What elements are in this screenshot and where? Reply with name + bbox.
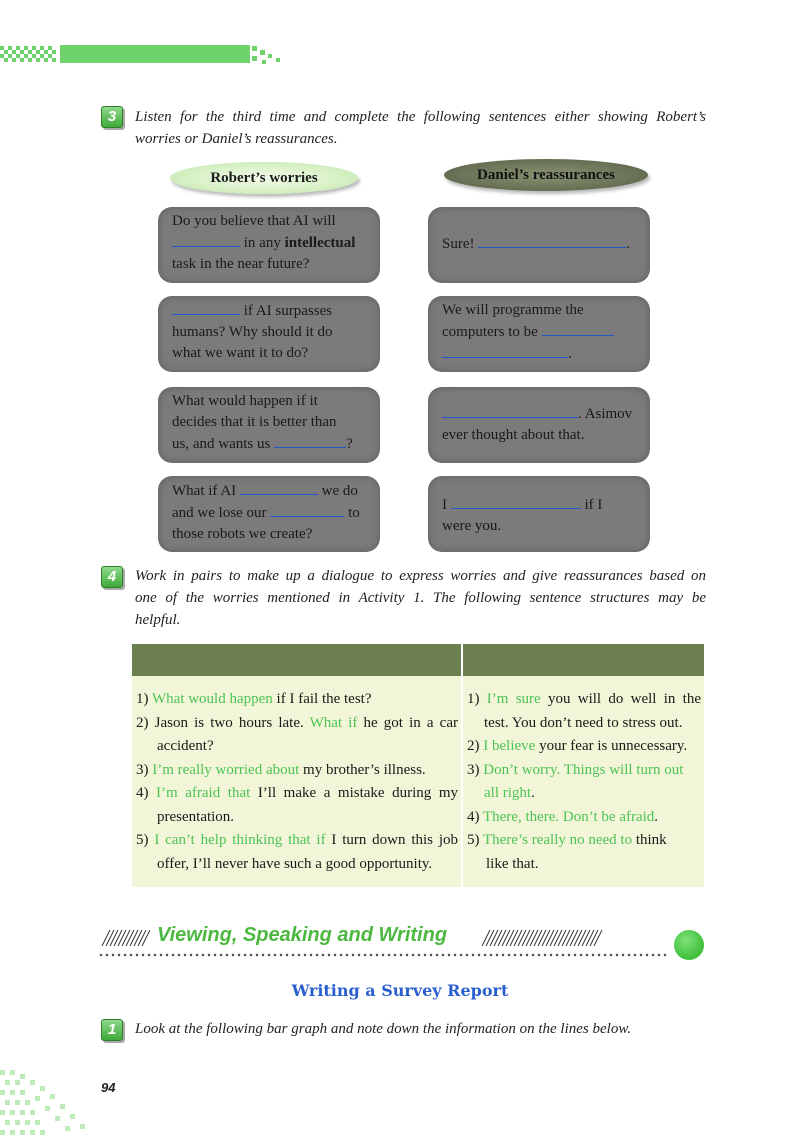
table-row: test. You don’t need to stress out. bbox=[484, 714, 683, 731]
activity-4-instruction bbox=[135, 565, 706, 631]
table-row: presentation. bbox=[157, 808, 235, 825]
card-line: those robots we create? bbox=[172, 526, 313, 542]
table-row: all right. bbox=[484, 785, 535, 801]
answer-blank[interactable] bbox=[172, 232, 240, 247]
right-hatch-decoration bbox=[480, 930, 605, 946]
answer-blank[interactable] bbox=[442, 343, 568, 358]
page-number: 94 bbox=[101, 1080, 116, 1095]
table-row: 3) Don’t worry. Things will turn out bbox=[467, 761, 684, 778]
activity-3-instruction bbox=[135, 106, 706, 150]
card-line: computers to be bbox=[442, 324, 542, 340]
card-line: if AI surpasses bbox=[240, 303, 333, 319]
daniel-reassurance-card-3 bbox=[428, 387, 650, 463]
answer-blank[interactable] bbox=[478, 233, 626, 248]
activity-1-instruction: Look at the following bar graph and note down the information on the lines below. bbox=[135, 1021, 631, 1037]
activity-3-instruction-line1: Listen for the third time and complete the following sentences either showing Robert’s bbox=[135, 109, 706, 125]
card-line: decides that it is better than bbox=[172, 414, 337, 430]
table-row: 4) I’m afraid that I’ll make a mistake during my bbox=[136, 785, 458, 801]
bold-word: intellectual bbox=[284, 235, 356, 251]
activity-3-instruction-line2: worries or Daniel’s reassurances. bbox=[135, 131, 338, 147]
answer-blank[interactable] bbox=[274, 433, 346, 448]
answer-blank[interactable] bbox=[451, 494, 581, 509]
table-column-divider bbox=[461, 644, 463, 887]
card-line: if I bbox=[580, 497, 603, 513]
sentence-structures-table bbox=[132, 644, 704, 887]
activity-1-number: 1 bbox=[101, 1019, 123, 1041]
card-line: Do you believe that AI will bbox=[172, 213, 336, 229]
answer-blank[interactable] bbox=[172, 300, 240, 315]
activity-4-instruction-line3: helpful. bbox=[135, 612, 181, 628]
daniel-reassurance-card-4 bbox=[428, 476, 650, 552]
card-line: us, and wants us bbox=[172, 436, 275, 452]
green-circle-decoration bbox=[674, 930, 704, 960]
table-row: offer, I’ll never have such a good opportunity. bbox=[157, 855, 433, 872]
table-row: 5) I can’t help thinking that if I turn down this job bbox=[136, 832, 458, 848]
reassurances-column bbox=[467, 688, 701, 876]
activity-4-number: 4 bbox=[101, 566, 123, 588]
daniel-reassurance-card-1 bbox=[428, 207, 650, 283]
robert-worry-card-3 bbox=[158, 387, 380, 463]
card-line: in any bbox=[240, 235, 285, 251]
card-line: ? bbox=[346, 436, 353, 452]
robert-worries-header: Robert’s worries bbox=[170, 162, 358, 194]
left-hatch-decoration bbox=[100, 930, 150, 946]
card-line: We will programme the bbox=[442, 302, 584, 318]
section-heading bbox=[100, 924, 620, 952]
daniel-reassurance-card-2 bbox=[428, 296, 650, 372]
card-line: were you. bbox=[442, 518, 502, 534]
answer-blank[interactable] bbox=[270, 502, 344, 517]
card-line: and we lose our bbox=[172, 505, 271, 521]
table-row: 1) What would happen if I fail the test? bbox=[136, 691, 372, 707]
robert-worry-card-1 bbox=[158, 207, 380, 283]
card-line: . bbox=[626, 236, 630, 252]
table-row: 1) I’m sure you will do well in the bbox=[467, 691, 701, 707]
activity-4-instruction-line1: Work in pairs to make up a dialogue to express worries and give reassurances based on bbox=[135, 568, 706, 584]
card-line: . bbox=[568, 346, 572, 362]
section-title: Viewing, Speaking and Writing bbox=[157, 924, 448, 946]
table-row: 3) I’m really worried about my brother’s illness. bbox=[136, 761, 426, 778]
card-line: . Asimov bbox=[578, 406, 633, 422]
section-dotted-divider bbox=[98, 953, 668, 957]
activity-4-instruction-line2: one of the worries mentioned in Activity 1. The following sentence structures may be bbox=[135, 590, 706, 606]
card-line: what we want it to do? bbox=[172, 345, 309, 361]
subsection-title: Writing a Survey Report bbox=[291, 981, 509, 1000]
card-line: What would happen if it bbox=[172, 393, 318, 409]
footer-pixel-decoration bbox=[0, 1066, 100, 1138]
table-header bbox=[132, 644, 704, 676]
card-line: Sure! bbox=[442, 236, 479, 252]
table-row: 4) There, there. Don’t be afraid. bbox=[467, 808, 659, 825]
table-row: accident? bbox=[157, 738, 214, 754]
worries-column bbox=[136, 688, 458, 876]
card-line: ever thought about that. bbox=[442, 427, 585, 443]
activity-3-number: 3 bbox=[101, 106, 123, 128]
answer-blank[interactable] bbox=[240, 480, 318, 495]
table-row: 2) Jason is two hours late. What if he got in a car bbox=[136, 714, 458, 731]
answer-blank[interactable] bbox=[442, 403, 578, 418]
answer-blank[interactable] bbox=[542, 321, 614, 336]
card-line: we do bbox=[317, 483, 358, 499]
robert-worry-card-4 bbox=[158, 476, 380, 552]
card-line: task in the near future? bbox=[172, 256, 310, 272]
card-line: to bbox=[344, 505, 360, 521]
table-row: 2) I believe your fear is unnecessary. bbox=[467, 738, 688, 754]
card-line: I bbox=[442, 497, 451, 513]
card-line: humans? Why should it do bbox=[172, 324, 333, 340]
table-row: 5) There’s really no need to think bbox=[467, 832, 667, 848]
daniel-reassurances-header: Daniel’s reassurances bbox=[444, 159, 648, 191]
header-green-bar bbox=[60, 45, 250, 63]
card-line: What if AI bbox=[172, 483, 240, 499]
table-row: like that. bbox=[486, 855, 539, 872]
robert-worry-card-2 bbox=[158, 296, 380, 372]
